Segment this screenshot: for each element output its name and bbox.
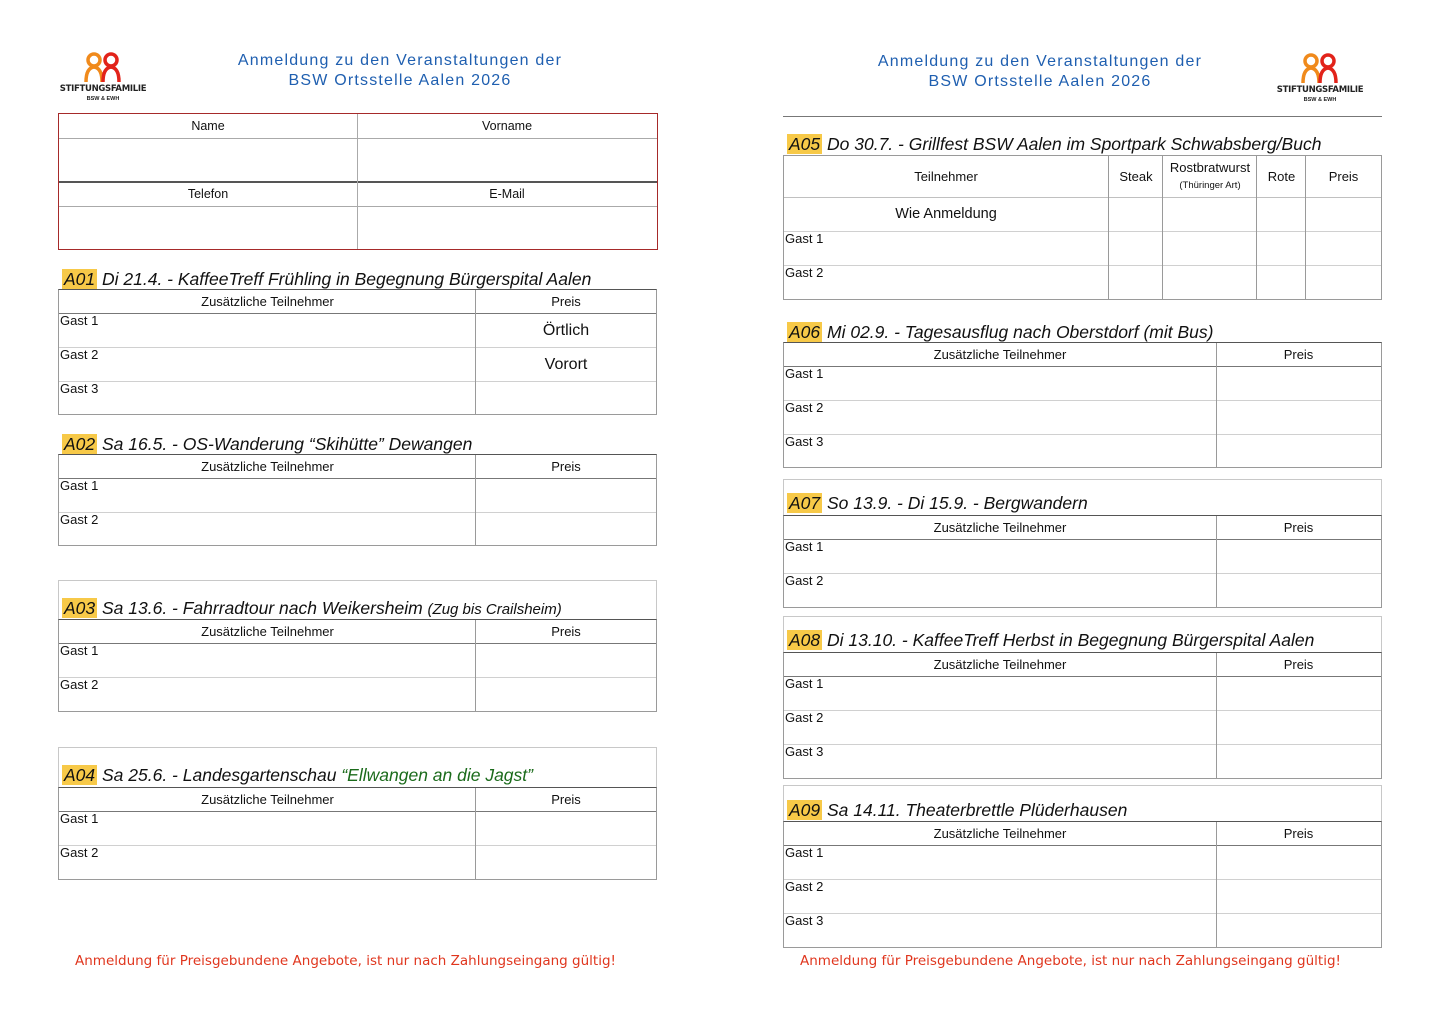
event-text: Sa 16.5. - OS-Wanderung “Skihütte” Dewangen [97, 434, 473, 454]
divider [59, 313, 656, 314]
price-header: Preis [1283, 520, 1314, 535]
event-title [62, 764, 533, 786]
divider [59, 381, 656, 382]
divider [1216, 516, 1217, 607]
event-code: A06 [789, 322, 821, 342]
divider [784, 573, 1381, 574]
divider [784, 197, 1381, 198]
event-a01 [58, 266, 658, 416]
participants-header: Zusätzliche Teilnehmer [933, 826, 1067, 841]
guest-table [783, 515, 1382, 608]
event-code: A05 [789, 134, 821, 154]
divider [784, 913, 1381, 914]
guest-1-field[interactable]: Gast 1 [785, 366, 824, 381]
guest-2-field[interactable]: Gast 2 [785, 710, 824, 725]
right-page [720, 0, 1440, 1018]
logo-sub: BSW & EWH [1303, 97, 1337, 103]
guest-2-field[interactable]: Gast 2 [785, 573, 824, 588]
name-header: Name [191, 119, 225, 133]
divider [59, 677, 656, 678]
divider [784, 366, 1381, 367]
email-field[interactable] [358, 207, 657, 249]
guest-1-field[interactable]: Gast 1 [60, 313, 99, 328]
name-field[interactable] [59, 139, 357, 181]
guest-1-field[interactable]: Gast 1 [785, 539, 824, 554]
email-header: E-Mail [489, 187, 525, 201]
participants-header: Zusätzliche Teilnehmer [933, 347, 1067, 362]
event-a05 [783, 132, 1383, 300]
event-title [787, 629, 1314, 651]
divider [784, 676, 1381, 677]
guest-table [783, 821, 1382, 948]
guest-2-field[interactable]: Gast 2 [785, 400, 824, 415]
registrant-row: Wie Anmeldung [895, 206, 997, 222]
contact-table [58, 113, 658, 250]
telefon-header: Telefon [187, 187, 229, 201]
divider [784, 231, 1381, 232]
guest-3-field[interactable]: Gast 3 [785, 913, 824, 928]
rote-header: Rote [1267, 169, 1296, 184]
guest-3-field[interactable]: Gast 3 [785, 434, 824, 449]
event-code: A01 [64, 269, 96, 289]
event-title [787, 133, 1321, 155]
divider [1162, 156, 1163, 299]
people-icon [84, 52, 124, 84]
event-text: So 13.9. - Di 15.9. - Bergwandern [822, 493, 1088, 513]
event-note: “Ellwangen an die Jagst” [341, 765, 533, 785]
guest-2-field[interactable]: Gast 2 [785, 265, 824, 280]
divider [1216, 822, 1217, 947]
divider [784, 265, 1381, 266]
divider [784, 434, 1381, 435]
participants-header: Zusätzliche Teilnehmer [933, 520, 1067, 535]
event-title [787, 799, 1127, 821]
vorname-header: Vorname [481, 119, 533, 133]
divider [475, 290, 476, 414]
event-text: Di 21.4. - KaffeeTreff Frühling in Begegnung Bürgerspital Aalen [97, 269, 592, 289]
price-onsite: Vorort [544, 356, 588, 373]
divider [357, 114, 358, 249]
price-header: Preis [1283, 347, 1314, 362]
header-rule [783, 116, 1382, 117]
event-code: A04 [64, 765, 96, 785]
title-line-2: BSW Ortsstelle Aalen 2026 [288, 72, 512, 89]
footer-note: Anmeldung für Preisgebundene Angebote, ist nur nach Zahlungseingang gültig! [75, 953, 616, 969]
guest-2-field[interactable]: Gast 2 [60, 347, 99, 362]
divider [59, 643, 656, 644]
event-code: A09 [789, 800, 821, 820]
event-a08 [783, 616, 1383, 779]
guest-table [58, 619, 657, 712]
divider [475, 620, 476, 711]
divider [59, 478, 656, 479]
divider [1216, 343, 1217, 467]
telefon-field[interactable] [59, 207, 357, 249]
logo [1275, 53, 1365, 113]
page-title [160, 51, 640, 91]
divider [59, 347, 656, 348]
price-local: Örtlich [542, 322, 590, 339]
divider [784, 710, 1381, 711]
event-a04 [58, 747, 658, 880]
event-text: Mi 02.9. - Tagesausflug nach Oberstdorf (mit Bus) [822, 322, 1214, 342]
event-text: Sa 13.6. - Fahrradtour nach Weikersheim [97, 598, 428, 618]
price-header: Preis [551, 294, 581, 309]
divider [1216, 653, 1217, 778]
guest-3-field[interactable]: Gast 3 [785, 744, 824, 759]
guest-1-field[interactable]: Gast 1 [785, 676, 824, 691]
bratwurst-header: Rostbratwurst [1169, 160, 1251, 175]
title-line-2: BSW Ortsstelle Aalen 2026 [928, 73, 1152, 90]
event-a02 [58, 431, 658, 547]
divider [784, 845, 1381, 846]
guest-3-field[interactable]: Gast 3 [60, 381, 99, 396]
event-a06 [783, 320, 1383, 468]
divider [59, 811, 656, 812]
steak-header: Steak [1119, 169, 1153, 184]
divider [1108, 156, 1109, 299]
divider [784, 879, 1381, 880]
event-code: A03 [64, 598, 96, 618]
event-code: A02 [64, 434, 96, 454]
guest-table [783, 652, 1382, 779]
event-a09 [783, 785, 1383, 948]
logo-name: STIFTUNGSFAMILIE [59, 84, 147, 94]
event-text: Di 13.10. - KaffeeTreff Herbst in Begegnung Bürgerspital Aalen [822, 630, 1315, 650]
divider [475, 788, 476, 879]
divider [1305, 156, 1306, 299]
guest-table [58, 787, 657, 880]
page-title [800, 52, 1280, 92]
footer-note: Anmeldung für Preisgebundene Angebote, ist nur nach Zahlungseingang gültig! [800, 953, 1341, 969]
logo [58, 52, 148, 112]
guest-2-field[interactable]: Gast 2 [60, 845, 99, 860]
event-text: Sa 25.6. - Landesgartenschau [97, 765, 342, 785]
guest-1-field[interactable]: Gast 1 [60, 643, 99, 658]
price-header: Preis [1283, 657, 1314, 672]
event-title [62, 597, 562, 621]
people-icon [1301, 53, 1341, 85]
title-line-1: Anmeldung zu den Veranstaltungen der [237, 52, 563, 69]
guest-1-field[interactable]: Gast 1 [785, 231, 824, 246]
guest-2-field[interactable]: Gast 2 [60, 512, 99, 527]
event-text: Do 30.7. - Grillfest BSW Aalen im Sportpark Schwabsberg/Buch [822, 134, 1322, 154]
event-title [62, 268, 591, 290]
logo-sub: BSW & EWH [86, 96, 120, 102]
divider [59, 845, 656, 846]
event-text: Sa 14.11. Theaterbrettle Plüderhausen [822, 800, 1128, 820]
guest-1-field[interactable]: Gast 1 [60, 478, 99, 493]
guest-2-field[interactable]: Gast 2 [785, 879, 824, 894]
event-code: A07 [789, 493, 821, 513]
guest-table [58, 289, 657, 415]
divider [784, 744, 1381, 745]
guest-table [783, 342, 1382, 468]
divider [784, 400, 1381, 401]
divider [784, 539, 1381, 540]
participants-header: Zusätzliche Teilnehmer [201, 624, 334, 639]
participants-header: Teilnehmer [914, 169, 978, 184]
event-title [62, 433, 472, 455]
grill-table [783, 155, 1382, 300]
price-header: Preis [551, 459, 581, 474]
participants-header: Zusätzliche Teilnehmer [201, 294, 334, 309]
event-a03 [58, 580, 658, 712]
bratwurst-sub: (Thüringer Art) [1179, 180, 1241, 191]
divider [59, 512, 656, 513]
participants-header: Zusätzliche Teilnehmer [201, 792, 334, 807]
guest-1-field[interactable]: Gast 1 [785, 845, 824, 860]
event-code: A08 [789, 630, 821, 650]
event-a07 [783, 479, 1383, 608]
participants-header: Zusätzliche Teilnehmer [933, 657, 1067, 672]
price-header: Preis [551, 792, 581, 807]
title-line-1: Anmeldung zu den Veranstaltungen der [877, 53, 1203, 70]
price-header: Preis [1328, 169, 1359, 184]
divider [475, 455, 476, 545]
price-header: Preis [1283, 826, 1314, 841]
logo-name: STIFTUNGSFAMILIE [1276, 85, 1364, 95]
guest-2-field[interactable]: Gast 2 [60, 677, 99, 692]
participants-header: Zusätzliche Teilnehmer [201, 459, 334, 474]
event-note: (Zug bis Crailsheim) [427, 601, 562, 618]
event-title [787, 492, 1088, 514]
guest-1-field[interactable]: Gast 1 [60, 811, 99, 826]
guest-table [58, 454, 657, 546]
divider [1256, 156, 1257, 299]
price-header: Preis [551, 624, 581, 639]
event-title [787, 321, 1213, 343]
vorname-field[interactable] [358, 139, 657, 181]
